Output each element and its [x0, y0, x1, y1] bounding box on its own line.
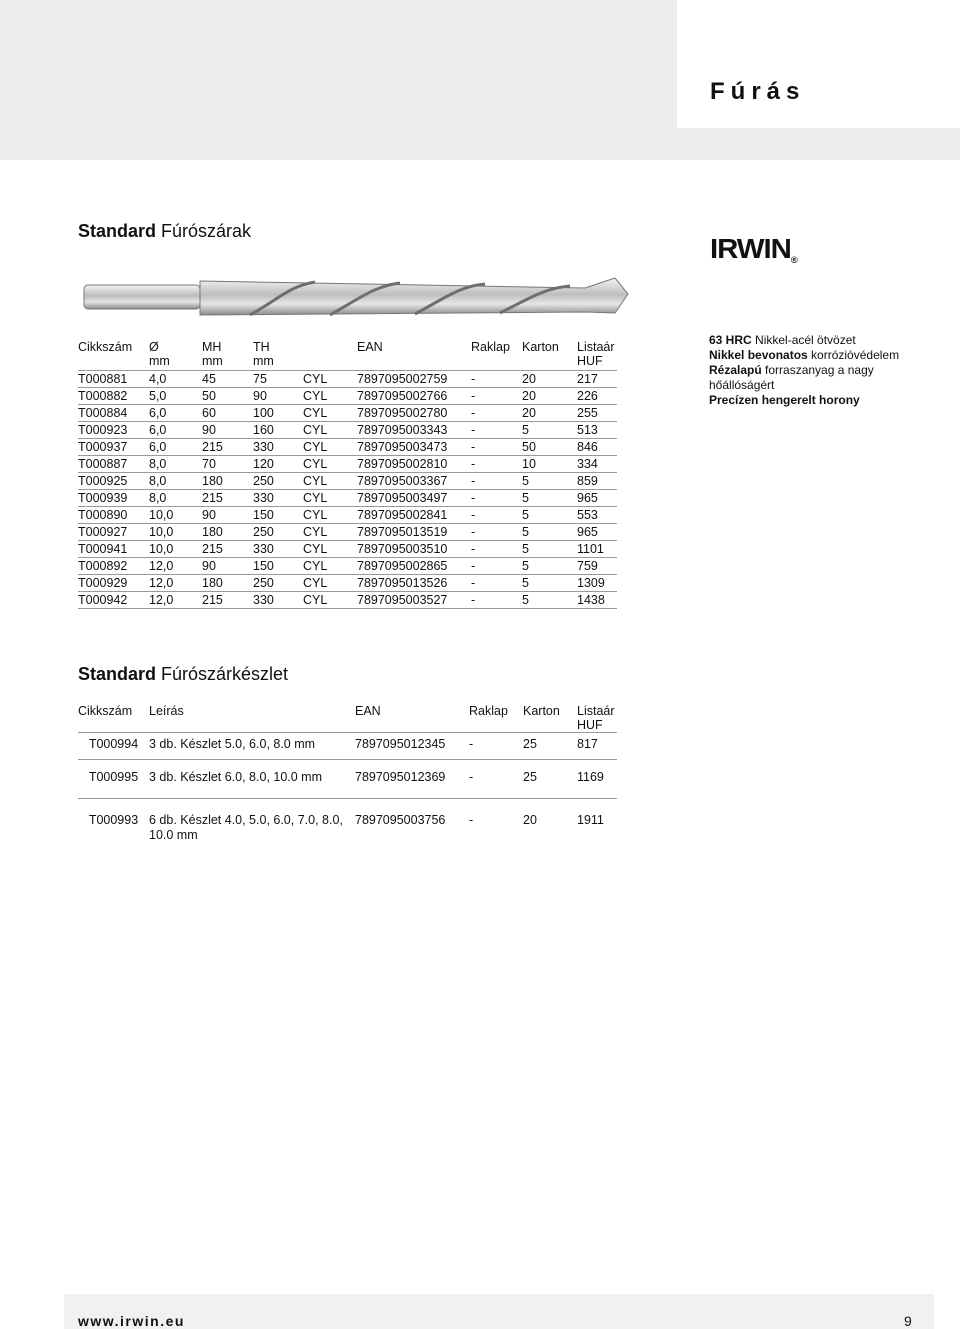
cell-th: 330 [253, 541, 303, 558]
cell-sku: T000941 [78, 541, 149, 558]
section-title-drill-set [78, 664, 288, 685]
col-ean: EAN [355, 704, 381, 718]
cell-karton: 5 [522, 541, 577, 558]
cell-sku: T000925 [78, 473, 149, 490]
cell-ean: 7897095002810 [357, 456, 471, 473]
cell-shank: CYL [303, 422, 357, 439]
cell-diameter: 6,0 [149, 439, 202, 456]
cell-raklap: - [469, 733, 523, 760]
cell-description: 6 db. Készlet 4.0, 5.0, 6.0, 7.0, 8.0, 10.0 mm [149, 813, 343, 842]
table-row [78, 592, 617, 609]
col-ean: EAN [357, 338, 471, 371]
table-row [78, 371, 617, 388]
cell-karton: 5 [522, 575, 577, 592]
cell-raklap: - [469, 760, 523, 799]
cell-mh: 50 [202, 388, 253, 405]
cell-th: 330 [253, 490, 303, 507]
drill-body [200, 278, 628, 315]
col-raklap: Raklap [469, 704, 508, 718]
cell-shank: CYL [303, 524, 357, 541]
cell-price: 859 [577, 473, 617, 490]
cell-sku: T000929 [78, 575, 149, 592]
col-shank [303, 338, 357, 371]
col-listaar-label: Listaár [577, 340, 615, 354]
col-diameter-label: Ø [149, 340, 159, 354]
cell-ean: 7897095012369 [355, 760, 469, 799]
cell-th: 75 [253, 371, 303, 388]
table-row [78, 507, 617, 524]
section-title-drill-bits [78, 221, 251, 242]
cell-diameter: 10,0 [149, 541, 202, 558]
cell-th: 330 [253, 439, 303, 456]
section-title-bold: Standard [78, 664, 157, 684]
cell-sku: T000942 [78, 592, 149, 609]
cell-price: 759 [577, 558, 617, 575]
cell-sku: T000882 [78, 388, 149, 405]
cell-karton: 5 [522, 558, 577, 575]
col-karton: Karton [523, 704, 560, 718]
cell-diameter: 6,0 [149, 422, 202, 439]
table-row [78, 541, 617, 558]
cell-ean: 7897095003510 [357, 541, 471, 558]
cell-shank: CYL [303, 558, 357, 575]
cell-ean: 7897095003756 [355, 813, 446, 827]
col-mh-label: MH [202, 340, 222, 354]
cell-karton: 20 [522, 405, 577, 422]
table-row [78, 456, 617, 473]
cell-diameter: 12,0 [149, 575, 202, 592]
feature-text: korrózióvédelem [807, 348, 900, 362]
cell-sku: T000927 [78, 524, 149, 541]
cell-shank: CYL [303, 490, 357, 507]
col-mh [202, 338, 253, 371]
cell-raklap: - [471, 524, 522, 541]
cell-raklap: - [471, 456, 522, 473]
cell-karton: 5 [522, 473, 577, 490]
table-row [78, 799, 617, 852]
col-description: Leírás [149, 704, 184, 718]
cell-mh: 90 [202, 422, 253, 439]
cell-mh: 70 [202, 456, 253, 473]
cell-description: 3 db. Készlet 5.0, 6.0, 8.0 mm [149, 733, 355, 760]
cell-price: 965 [577, 490, 617, 507]
cell-ean: 7897095002865 [357, 558, 471, 575]
cell-price: 1911 [577, 813, 604, 827]
cell-mh: 180 [202, 575, 253, 592]
cell-raklap: - [471, 575, 522, 592]
col-listaar-unit: HUF [577, 354, 603, 368]
cell-sku: T000937 [78, 439, 149, 456]
table-row [78, 439, 617, 456]
cell-price: 334 [577, 456, 617, 473]
col-diameter-unit: mm [149, 354, 170, 368]
cell-shank: CYL [303, 507, 357, 524]
col-th-label: TH [253, 340, 270, 354]
table-row [78, 733, 617, 760]
cell-karton: 5 [522, 507, 577, 524]
col-sku: Cikkszám [78, 704, 133, 718]
table-header [78, 702, 617, 733]
feature-bold: 63 HRC [709, 333, 752, 347]
cell-karton: 5 [522, 490, 577, 507]
cell-diameter: 12,0 [149, 592, 202, 609]
cell-ean: 7897095002759 [357, 371, 471, 388]
table-row [78, 558, 617, 575]
cell-shank: CYL [303, 371, 357, 388]
cell-sku: T000881 [78, 371, 149, 388]
cell-karton: 10 [522, 456, 577, 473]
irwin-logo [710, 233, 798, 265]
cell-th: 150 [253, 558, 303, 575]
cell-mh: 90 [202, 507, 253, 524]
cell-mh: 60 [202, 405, 253, 422]
cell-price: 1438 [577, 592, 617, 609]
cell-shank: CYL [303, 473, 357, 490]
cell-diameter: 6,0 [149, 405, 202, 422]
cell-shank: CYL [303, 575, 357, 592]
cell-ean: 7897095003473 [357, 439, 471, 456]
cell-sku: T000892 [78, 558, 149, 575]
cell-diameter: 8,0 [149, 456, 202, 473]
feature-item [709, 393, 909, 408]
cell-karton: 25 [523, 760, 577, 799]
cell-raklap: - [471, 592, 522, 609]
cell-sku: T000994 [78, 733, 149, 760]
table-row [78, 473, 617, 490]
cell-shank: CYL [303, 541, 357, 558]
logo-registered-mark: ® [790, 255, 798, 265]
cell-shank: CYL [303, 388, 357, 405]
cell-ean: 7897095013526 [357, 575, 471, 592]
cell-karton: 5 [522, 592, 577, 609]
cell-mh: 180 [202, 473, 253, 490]
footer-bar [64, 1294, 934, 1329]
cell-price: 217 [577, 371, 617, 388]
cell-raklap: - [471, 541, 522, 558]
col-karton: Karton [522, 338, 577, 371]
cell-price: 846 [577, 439, 617, 456]
col-listaar [577, 702, 617, 733]
cell-th: 120 [253, 456, 303, 473]
cell-price: 817 [577, 733, 617, 760]
cell-raklap: - [471, 422, 522, 439]
cell-raklap: - [471, 439, 522, 456]
cell-th: 160 [253, 422, 303, 439]
cell-raklap: - [471, 507, 522, 524]
cell-ean: 7897095002766 [357, 388, 471, 405]
feature-text: forraszanyag a nagy hőállóságért [709, 363, 874, 392]
section-title-rest: Fúrószárak [156, 221, 252, 241]
col-sku: Cikkszám [78, 338, 149, 371]
table-row [78, 760, 617, 799]
col-th [253, 338, 303, 371]
cell-raklap: - [471, 558, 522, 575]
table-row [78, 405, 617, 422]
cell-mh: 215 [202, 541, 253, 558]
logo-text: IRWIN [710, 233, 791, 264]
cell-karton: 5 [522, 422, 577, 439]
cell-th: 250 [253, 575, 303, 592]
cell-price: 1169 [577, 760, 617, 799]
cell-diameter: 4,0 [149, 371, 202, 388]
cell-mh: 215 [202, 592, 253, 609]
table-header [78, 338, 617, 371]
cell-price: 513 [577, 422, 617, 439]
footer-url-link[interactable]: www.irwin.eu [78, 1313, 185, 1329]
page-title: Fúrás [710, 78, 806, 105]
cell-karton: 5 [522, 524, 577, 541]
table-row [78, 490, 617, 507]
table-row [78, 422, 617, 439]
cell-price: 226 [577, 388, 617, 405]
cell-ean: 7897095002780 [357, 405, 471, 422]
cell-shank: CYL [303, 592, 357, 609]
cell-karton: 20 [522, 371, 577, 388]
cell-diameter: 10,0 [149, 524, 202, 541]
header-title-panel [677, 0, 960, 128]
drill-set-table-body [78, 733, 617, 852]
col-listaar [577, 338, 617, 371]
feature-item [709, 348, 909, 363]
cell-sku: T000890 [78, 507, 149, 524]
cell-th: 250 [253, 524, 303, 541]
cell-mh: 215 [202, 439, 253, 456]
cell-mh: 215 [202, 490, 253, 507]
cell-mh: 180 [202, 524, 253, 541]
cell-sku: T000993 [88, 813, 139, 827]
table-row [78, 388, 617, 405]
table-row [78, 524, 617, 541]
table-row [78, 575, 617, 592]
cell-karton: 25 [523, 733, 577, 760]
cell-diameter: 10,0 [149, 507, 202, 524]
cell-th: 90 [253, 388, 303, 405]
drill-bits-table [78, 338, 617, 609]
col-mh-unit: mm [202, 354, 223, 368]
cell-price: 1101 [577, 541, 617, 558]
col-listaar-label: Listaár [577, 704, 615, 718]
cell-price: 255 [577, 405, 617, 422]
cell-price: 1309 [577, 575, 617, 592]
cell-diameter: 12,0 [149, 558, 202, 575]
cell-raklap: - [471, 405, 522, 422]
cell-sku: T000923 [78, 422, 149, 439]
cell-ean: 7897095003527 [357, 592, 471, 609]
drill-bits-table-body [78, 371, 617, 609]
drill-shank [84, 285, 200, 309]
col-raklap: Raklap [471, 338, 522, 371]
cell-ean: 7897095003497 [357, 490, 471, 507]
cell-karton: 20 [523, 813, 537, 827]
feature-text: Nikkel-acél ötvözet [751, 333, 856, 347]
cell-raklap: - [471, 490, 522, 507]
cell-shank: CYL [303, 439, 357, 456]
section-title-bold: Standard [78, 221, 157, 241]
cell-ean: 7897095003343 [357, 422, 471, 439]
cell-karton: 20 [522, 388, 577, 405]
cell-karton: 50 [522, 439, 577, 456]
feature-bold: Nikkel bevonatos [709, 348, 808, 362]
col-listaar-unit: HUF [577, 718, 603, 732]
cell-shank: CYL [303, 456, 357, 473]
cell-th: 150 [253, 507, 303, 524]
cell-ean: 7897095013519 [357, 524, 471, 541]
cell-diameter: 8,0 [149, 473, 202, 490]
cell-diameter: 5,0 [149, 388, 202, 405]
page-number: 9 [904, 1313, 912, 1329]
cell-sku: T000939 [78, 490, 149, 507]
cell-sku: T000884 [78, 405, 149, 422]
cell-raklap: - [469, 813, 474, 827]
cell-mh: 45 [202, 371, 253, 388]
cell-raklap: - [471, 473, 522, 490]
cell-raklap: - [471, 371, 522, 388]
feature-bold: Rézalapú [709, 363, 762, 377]
drill-set-table [78, 702, 617, 851]
cell-diameter: 8,0 [149, 490, 202, 507]
cell-price: 965 [577, 524, 617, 541]
col-diameter [149, 338, 202, 371]
feature-bold: Precízen hengerelt horony [709, 393, 860, 407]
feature-item [709, 363, 909, 393]
cell-raklap: - [471, 388, 522, 405]
feature-item [709, 333, 909, 348]
cell-sku: T000995 [78, 760, 149, 799]
feature-list [709, 333, 909, 408]
cell-th: 100 [253, 405, 303, 422]
col-th-unit: mm [253, 354, 274, 368]
drill-bit-image [80, 268, 640, 330]
cell-sku: T000887 [78, 456, 149, 473]
cell-ean: 7897095002841 [357, 507, 471, 524]
cell-th: 330 [253, 592, 303, 609]
cell-description: 3 db. Készlet 6.0, 8.0, 10.0 mm [149, 760, 355, 799]
cell-shank: CYL [303, 405, 357, 422]
cell-ean: 7897095012345 [355, 733, 469, 760]
cell-price: 553 [577, 507, 617, 524]
cell-ean: 7897095003367 [357, 473, 471, 490]
section-title-rest: Fúrószárkészlet [156, 664, 289, 684]
cell-th: 250 [253, 473, 303, 490]
cell-mh: 90 [202, 558, 253, 575]
